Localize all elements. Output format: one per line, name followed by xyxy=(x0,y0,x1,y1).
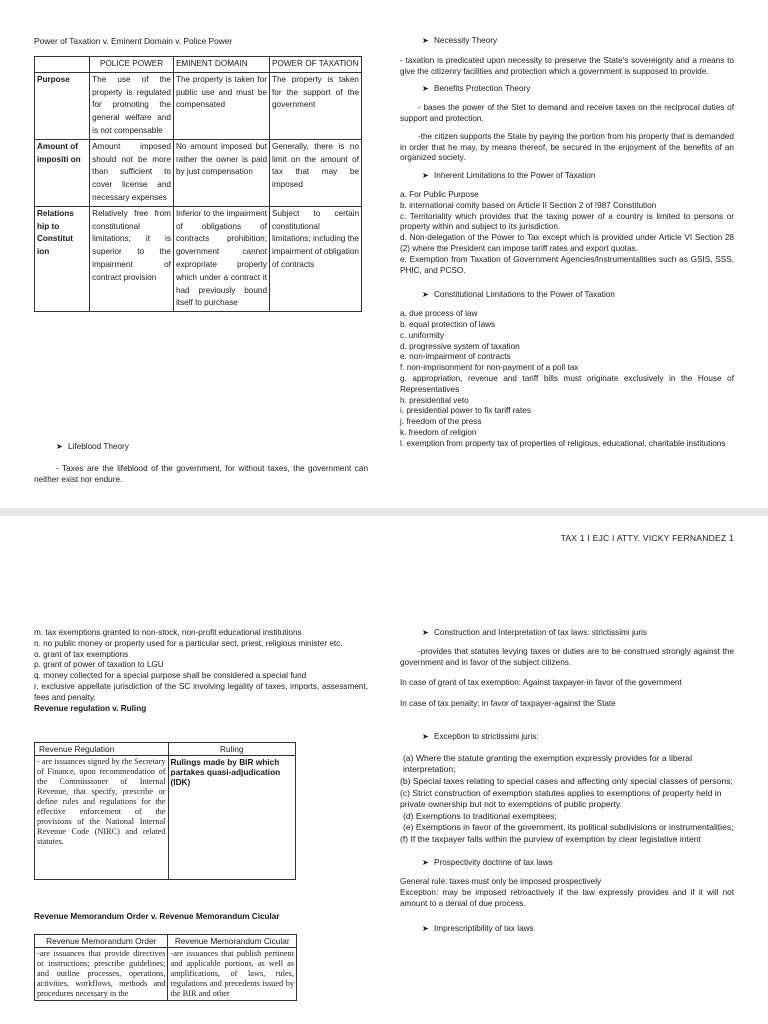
constitutional-heading: ➤ Constitutional Limitations to the Power of Taxation xyxy=(422,290,615,300)
exception-list xyxy=(400,753,734,846)
arrow-bullet-icon: ➤ xyxy=(422,84,429,94)
benefits-text-2: -the citizen supports the State by paying the portion from his property that is demanded in order that he may, by means thereof, be secured in the enjoyment of the benefits of an organized society. xyxy=(400,131,734,163)
prospectivity-heading: ➤ Prospectivity doctrine of tax laws xyxy=(422,857,553,867)
table-header: POWER OF TAXATION xyxy=(270,57,362,73)
benefits-heading: ➤ Benefits Protection Theory xyxy=(422,84,531,94)
list-item: f. non-imprisonment for non-payment of a poll tax xyxy=(400,363,579,373)
table-cell: The property is taken for the support of the government xyxy=(270,72,362,139)
table-cell: Subject to certain constitutional limitations; including the impairment of obligation of contracts xyxy=(270,206,362,311)
arrow-bullet-icon: ➤ xyxy=(422,923,429,933)
page-title: Power of Taxation v. Eminent Domain v. Police Power xyxy=(34,36,233,46)
list-item: c. Territoriality which provides that the taxing power of a country is limited to persons or property within and subject to its jurisdiction. xyxy=(400,211,734,232)
list-item: k. freedom of religion xyxy=(400,427,477,437)
document-page-2 xyxy=(0,516,768,1024)
arrow-bullet-icon: ➤ xyxy=(422,857,429,867)
list-item: (b) Special taxes relating to special cases and affecting only special classes of persons; xyxy=(400,775,733,786)
construction-heading: ➤ Construction and Interpretation of tax laws: strictissimi juris xyxy=(422,628,647,637)
list-item: h. presidential veto xyxy=(400,395,469,405)
arrow-bullet-icon: ➤ xyxy=(422,628,429,637)
lifeblood-heading: ➤ Lifeblood Theory xyxy=(56,442,129,451)
exception-heading: ➤ Exception to strictissimi juris: xyxy=(422,731,539,741)
table-row xyxy=(35,206,362,311)
table-row xyxy=(35,948,297,1001)
table-row xyxy=(35,756,296,880)
list-item: (f) If the taxpayer falls within the purview of exemption by clear legislative intent xyxy=(400,833,701,844)
revenue-regulation-table xyxy=(34,742,296,880)
list-item: d. progressive system of taxation xyxy=(400,341,520,351)
table-header: POLICE POWER xyxy=(90,57,174,73)
prospectivity-exception: Exception: may be imposed retroactively if the law expressly provides and if it will not amount to a denial of due process. xyxy=(400,888,734,908)
list-item: g. appropriation, revenue and tariff bills must originate exclusively in the House of Representatives xyxy=(400,373,734,394)
list-item: (d) Exemptions to traditional exemptees; xyxy=(403,810,557,821)
table-cell: - are issuances signed by the Secretary of Finance, upon recommendation of the Commissioner of Internal Revenue, that specify, prescribe or define rules and regulations for the effective enforcement of the provisions of the National Internal Revenue Code (NIRC) and related statutes. xyxy=(35,756,169,880)
arrow-bullet-icon: ➤ xyxy=(422,171,429,181)
prospectivity-rule: General rule: taxes must only be imposed prospectively xyxy=(400,877,602,887)
table-header xyxy=(35,57,90,73)
table-cell: -are issuances that provide directives or instructions; prescribe guidelines; and outline processes, operations, activities, workflows, methods and procedures necessary in the xyxy=(35,948,168,1001)
list-item: l. exemption from property tax of properties of religious, educational, charitable institutions xyxy=(400,438,726,448)
list-item: b. international comity based on Article II Section 2 of !987 Constitution xyxy=(400,200,657,210)
necessity-text: - taxation is predicated upon necessity to preserve the State's sovereignty and a means to give the citizenry facilities and protection which a government is supposed to provide. xyxy=(400,55,734,76)
lifeblood-text: - Taxes are the lifeblood of the government, for without taxes, the government can neither exist nor endure. xyxy=(34,463,368,484)
list-item: n. no public money or property used for a particular sect, priest, religious minister etc. xyxy=(34,638,343,648)
revenue-memorandum-table xyxy=(34,934,297,1001)
list-item: j. freedom of the press xyxy=(400,417,482,427)
constitutional-list xyxy=(400,309,734,449)
page-footer-label: TAX 1 I EJC I ATTY. VICKY FERNANDEZ 1 xyxy=(560,533,734,543)
table-row xyxy=(35,139,362,206)
table-cell: -are issuances that publish pertinent and applicable portions, as well as amplifications, of laws, rules, regulations and precedents issued by the BIR and other xyxy=(168,948,297,1001)
list-item: e. Exemption from Taxation of Government Agencies/Instrumentalities such as GSIS, SSS, PHIC, and PCSO. xyxy=(400,254,734,275)
table-row xyxy=(35,72,362,139)
table-header: Revenue Memorandum Order xyxy=(35,935,168,948)
benefits-text-1: - bases the power of the Stet to demand and receive taxes on the reciprocal duties of support and protection. xyxy=(400,103,734,123)
arrow-bullet-icon: ➤ xyxy=(422,731,429,741)
table-cell: Rulings made by BIR which partakes quasi-adjudication (IDK) xyxy=(168,756,296,880)
inherent-heading: ➤ Inherent Limitations to the Power of Taxation xyxy=(422,171,596,181)
arrow-bullet-icon: ➤ xyxy=(56,442,63,451)
document-page-1 xyxy=(0,0,768,508)
table-header: Ruling xyxy=(168,743,296,756)
list-item: o. grant of tax exemptions xyxy=(34,649,129,659)
row-label: Relations hip to Constitut ion xyxy=(35,206,90,311)
page-separator xyxy=(0,508,768,516)
table-cell: The use of the property is regulated for promoting the general welfare and is not compensable xyxy=(90,72,174,139)
table-cell: Amount imposed should not be more than sufficient to cover license and necessary expenses xyxy=(90,139,174,206)
list-item: r. exclusive appellate jurisdiction of the SC involving legality of taxes, imports, assessment, fees and penalty. xyxy=(34,681,368,702)
table-header: Revenue Regulation xyxy=(35,743,169,756)
construction-text: -provides that statutes levying taxes or duties are to be construed strongly against the government and in favor of the subject citizens. xyxy=(400,646,734,667)
table-cell: Generally, there is no limit on the amount of tax that may be imposed xyxy=(270,139,362,206)
list-item: (c) Strict construction of exemption statutes applies to exemptions of property held in private ownership but not to exemptions of public property. xyxy=(400,787,722,810)
list-item: a. For Public Purpose xyxy=(400,189,479,199)
list-item: (e) Exemptions in favor of the government, its political subdivisions or instrumentalities; xyxy=(403,822,734,833)
exemption-grant-text: In case of grant of tax exemption: Against taxpayer-in favor of the government xyxy=(400,678,682,688)
list-item: (a) Where the statute granting the exemption expressly provides for a liberal interpretation; xyxy=(403,752,692,775)
list-item: e. non-impairment of contracts xyxy=(400,352,511,362)
inherent-list xyxy=(400,190,734,276)
table-header: Revenue Memorandum Cicular xyxy=(168,935,297,948)
table-header: EMINENT DOMAIN xyxy=(173,57,269,73)
list-item: c. uniformity xyxy=(400,330,445,340)
comparison-table xyxy=(34,56,362,312)
table-cell: Inferior to the impairment of obligations of contracts prohibition; government cannot expropriate property which under a contract it had previously bound itself to purchase xyxy=(173,206,269,311)
list-item: a. due process of law xyxy=(400,309,478,319)
table-cell: The property is taken for public use and must be compensated xyxy=(173,72,269,139)
arrow-bullet-icon: ➤ xyxy=(422,290,429,300)
arrow-bullet-icon: ➤ xyxy=(422,36,429,45)
list-item: d. Non-delegation of the Power to Tax except which is provided under Article VI Section 28 (2) where the President can impose tariff rates and export quotas. xyxy=(400,233,734,253)
necessity-heading: ➤ Necessity Theory xyxy=(422,36,498,45)
row-label: Amount of impositi on xyxy=(35,139,90,206)
list-item: i. presidential power to fix tariff rates xyxy=(400,406,531,416)
rmo-heading: Revenue Memorandum Order v. Revenue Memorandum Cicular xyxy=(34,912,280,921)
list-item: p. grant of power of taxation to LGU xyxy=(34,660,164,670)
row-label: Purpose xyxy=(35,72,90,139)
table-cell: Relatively free from constitutional limitations; it is superior to the impairment of contract provision xyxy=(90,206,174,311)
table-cell: No amount imposed but rather the owner is paid by just compensation xyxy=(173,139,269,206)
continued-list xyxy=(34,628,368,704)
list-item: m. tax exemptions granted to non-stock, non-profit educational institutions xyxy=(34,628,302,637)
list-item: q. money collected for a special purpose shall be considered a special fund xyxy=(34,671,307,681)
rr-heading: Revenue regulation v. Ruling xyxy=(34,703,147,713)
tax-penalty-text: In case of tax penalty: in favor of taxpayer-against the State xyxy=(400,699,616,709)
list-item: b. equal protection of laws xyxy=(400,319,496,329)
imprescriptibility-heading: ➤ Imprescriptibility of tax laws xyxy=(422,923,534,933)
